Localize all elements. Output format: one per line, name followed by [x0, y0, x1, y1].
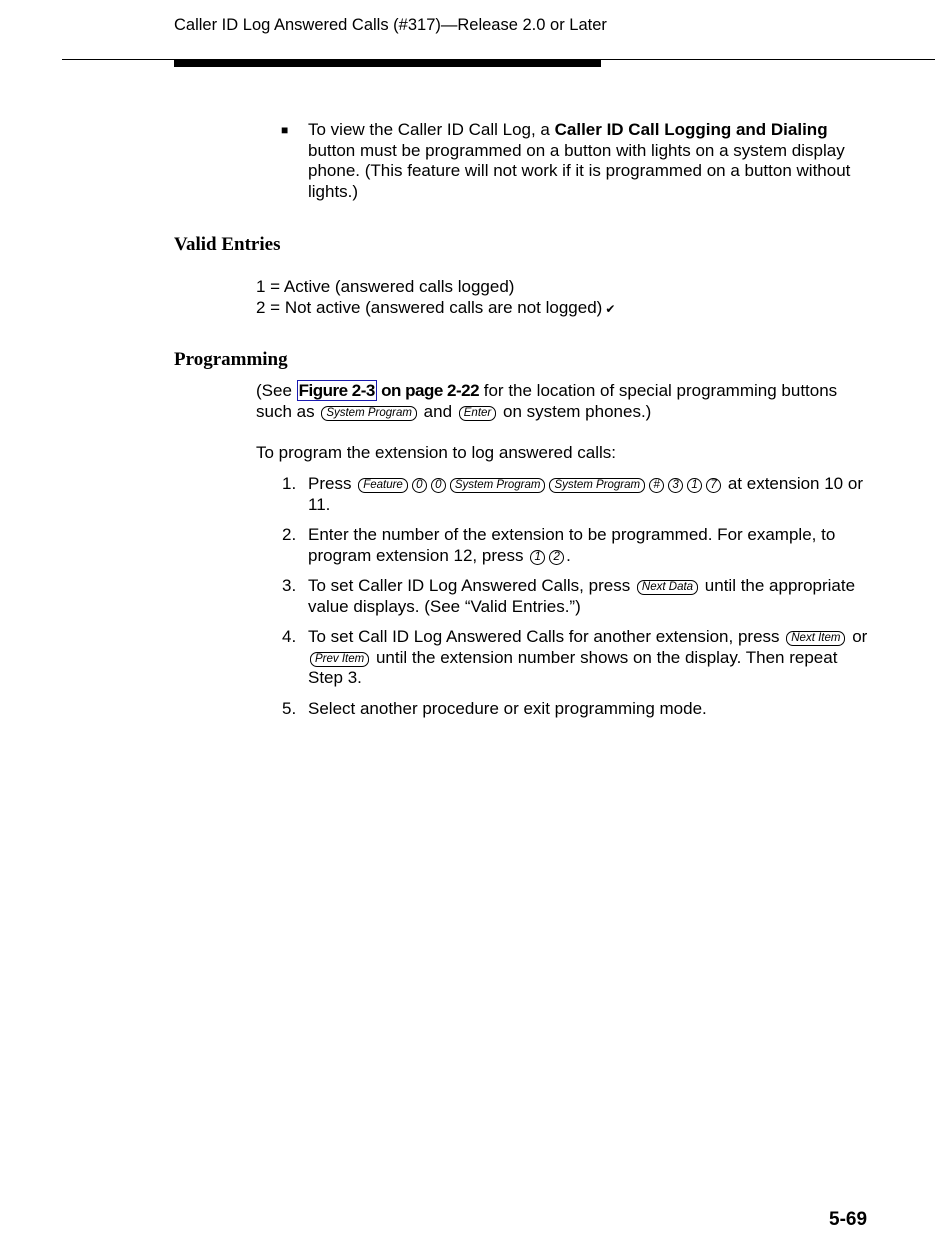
system-program-key: System Program [549, 478, 645, 493]
step-number: 2. [282, 525, 297, 544]
step-2 [282, 525, 877, 566]
dial-key-1: 1 [530, 550, 545, 565]
system-program-key: System Program [321, 406, 417, 421]
step-text: Enter the number of the extension to be programmed. For example, to program extension 12, press [308, 525, 836, 565]
step-number: 1. [282, 474, 297, 493]
step-text: at extension 10 or 11. [308, 474, 863, 514]
step-5 [282, 699, 877, 720]
next-item-key: Next Item [786, 631, 845, 646]
programming-heading: Programming [174, 349, 288, 370]
intro-mid: for the location of special programming buttons such as [256, 381, 838, 421]
step-text: Select another procedure or exit programming mode. [308, 698, 707, 718]
pound-key: # [649, 478, 664, 493]
valid-entries-heading: Valid Entries [174, 234, 281, 255]
figure-link[interactable]: Figure 2-3 [298, 381, 375, 400]
dial-key-0: 0 [412, 478, 427, 493]
next-data-key: Next Data [637, 580, 698, 595]
step-text: or [847, 627, 868, 646]
step-number: 5. [282, 698, 297, 718]
step-4 [282, 627, 877, 689]
programming-lead: To program the extension to log answered calls: [256, 443, 617, 462]
default-check-icon: ✔ [605, 301, 616, 316]
entry-not-active [256, 298, 615, 320]
page-number: 5-69 [829, 1209, 868, 1230]
entry-active: 1 = Active (answered calls logged) [256, 277, 515, 296]
intro-and: and [418, 401, 457, 421]
running-header: Caller ID Log Answered Calls (#317)—Release 2.0 or Later [174, 16, 607, 34]
bullet-text-end: button must be programmed on a button with lights on a system display phone. (This feature will not work if it is programmed on a button without lights.) [308, 140, 851, 201]
step-number: 3. [282, 576, 297, 595]
button-name-bold: Caller ID Call Logging and Dialing [554, 120, 828, 139]
step-text: until the extension number shows on the display. Then repeat Step 3. [308, 647, 838, 687]
dial-key-0: 0 [431, 478, 446, 493]
step-number: 4. [282, 627, 297, 646]
system-program-key: System Program [450, 478, 546, 493]
step-text: To set Call ID Log Answered Calls for another extension, press [308, 627, 785, 646]
dial-key-1: 1 [687, 478, 702, 493]
entry-not-active-text: 2 = Not active (answered calls are not logged) [256, 297, 603, 317]
step-text: To set Caller ID Log Answered Calls, press [308, 576, 635, 595]
page-reference: on page 2-22 [376, 381, 480, 400]
feature-key: Feature [358, 478, 408, 493]
bullet-text [308, 120, 868, 202]
dial-key-3: 3 [668, 478, 683, 493]
programming-steps [282, 474, 877, 729]
programming-intro [256, 381, 876, 422]
header-bar [174, 60, 601, 67]
step-3 [282, 576, 877, 617]
enter-key: Enter [459, 406, 497, 421]
valid-entries-list [256, 277, 615, 319]
intro-open: (See [256, 381, 297, 400]
prev-item-key: Prev Item [310, 652, 369, 667]
dial-key-7: 7 [706, 478, 721, 493]
intro-close: on system phones.) [498, 401, 652, 421]
bullet-text-start: To view the Caller ID Call Log, a [308, 120, 555, 139]
step-text: Press [308, 474, 357, 493]
step-text: . [566, 545, 571, 565]
step-text: until the appropriate value displays. (See “Valid Entries.”) [308, 576, 856, 616]
step-1 [282, 474, 877, 515]
dial-key-2: 2 [549, 550, 564, 565]
bullet-square-icon: ■ [281, 123, 289, 137]
